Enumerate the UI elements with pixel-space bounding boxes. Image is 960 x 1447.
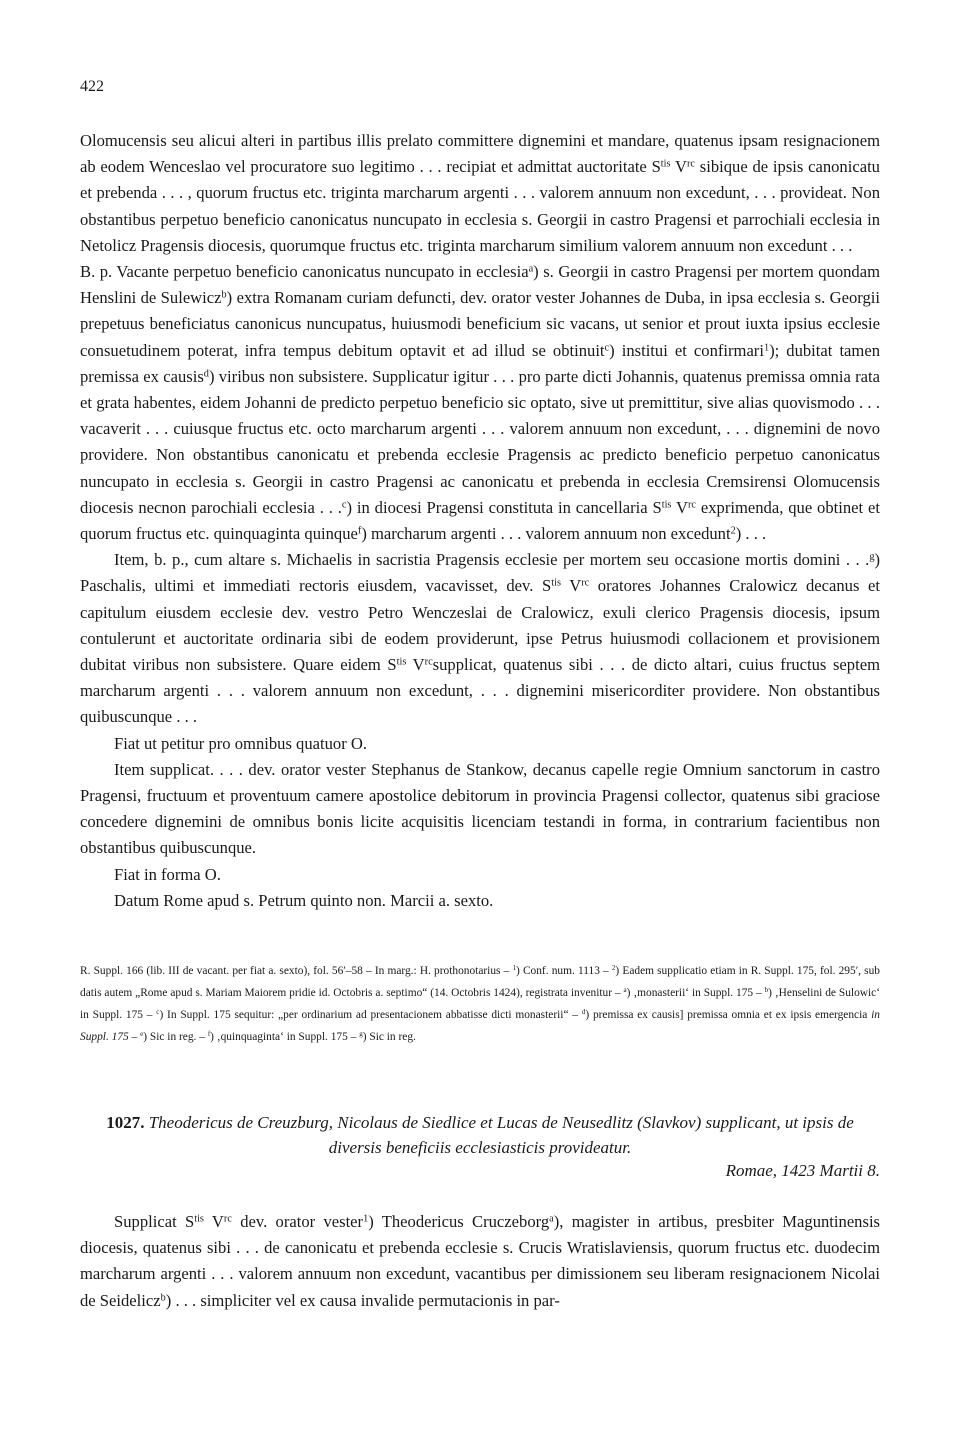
paragraph-datum: Datum Rome apud s. Petrum quinto non. Marcii a. sexto.: [114, 890, 494, 910]
document-date: Romae, 1423 Martii 8.: [725, 1161, 880, 1180]
document-heading: [80, 1110, 880, 1160]
paragraph-item-altare: Item, b. p., cum altare s. Michaelis in sacristia Pragensis ecclesie per mortem seu occasione mortis domini . . .$^g$) Paschalis, ultimi et immediati rectoris eiusdem, vacavisset, dev. $S^{tis}$ $V^{rc}$ oratores Johannes Cralowicz decanus et capitulum eiusdem ecclesie dev. vestro Petro Wenczeslai de Cralowicz, exuli clerico Pragensis diocesis, ipsum contulerunt et auctoritate ordinaria sibi de eodem providerunt, ipse Petrus huiusmodi collacionem et provisionem dubitat viribus non subsistere. Quare eidem $S^{tis}$ $V^{rc}supplicat$, quatenus sibi . . . de dicto altari, cuius fructus septem marcharum argenti . . . valorem annuum non excedunt, . . . dignemini misericorditer providere. Non obstantibus quibuscunque . . .: [80, 550, 880, 727]
document-title: Theodericus de Creuzburg, Nicolaus de Siedlice et Lucas de Neusedlitz (Slavkov) supplicant, ut ipsis de diversis beneficiis ecclesiasticis provideatur.: [148, 1113, 854, 1157]
document-number: 1027.: [106, 1113, 145, 1132]
page-number: 422: [80, 78, 104, 95]
critical-notes: R. Suppl. 166 (lib. III de vacant. per fiat a. sexto), fol. 56′–58 – In marg.: H. prothonotarius – $^1$) Conf. num. 1113 – $^2$) Eadem supplicatio etiam in R. Suppl. 175, fol. 295′, sub datis autem „Rome apud s. Mariam Maiorem pridie id. Octobris a. septimo“ (14. Octobris 1424), registrata invenitur – $^a$) ‚monasterii‘ in Suppl. 175 – $^b$) ‚Henselini de Sulowic‘ in Suppl. 175 – $^c$) In Suppl. 175 sequitur: „per ordinarium ad presentacionem abbatisse dicti monasterii“ – $^d$) premissa ex causis] premissa omnia et ex ipsis emergencia in Suppl. 175 – $^e$) Sic in reg. – $^f$) ‚quinquaginta‘ in Suppl. 175 – $^g$) Sic in reg.: [80, 964, 881, 1043]
paragraph-fiat-2: Fiat in forma O.: [114, 864, 221, 884]
paragraph-fiat-1: Fiat ut petitur pro omnibus quatuor O.: [114, 733, 368, 753]
main-text: [80, 128, 880, 914]
document-body-paragraph: Supplicat $S^{tis}$ $V^{rc}$ dev. orator vester$^1$) Theodericus Cruczeborg$^a$), magister in artibus, presbiter Maguntinensis diocesis, quatenus sibi . . . de canonicatu et prebenda ecclesie s. Crucis Wratislaviensis, quorum fructus etc. duodecim marcharum argenti . . . valorem annuum non excedunt, vacantibus per dimissionem seu liberam resignacionem Nicolai de Seidelicz$^b$) . . . simpliciter vel ex causa invalide permutacionis in par-: [80, 1212, 881, 1310]
document-body: [80, 1209, 880, 1314]
paragraph-continuation: Olomucensis seu alicui alteri in partibus illis prelato committere dignemini et mandare, quatenus ipsam resignacionem ab eodem Wenceslao vel procuratore suo legitimo . . . recipiat et admittat auctoritate $S^{tis}$ $V^{rc}$ sibique de ipsis canonicatu et prebenda . . . , quorum fructus etc. triginta marcharum argenti . . . valorem annuum non excedunt, . . . provideat. Non obstantibus perpetuo beneficio canonicatus nuncupato in ecclesia s. Georgii in castro Pragensi et parrochiali ecclesia in Netolicz Pragensis diocesis, quorumque fructus etc. triginta marcharum similium valorem annuum non excedunt . . .: [80, 131, 880, 255]
paragraph-item-supplicat: Item supplicat. . . . dev. orator vester Stephanus de Stankow, decanus capelle regie Omnium sanctorum in castro Pragensi, fructuum et proventuum camere apostolice debitorum in provincia Pragensi collector, quatenus sibi graciose concedere dignemini de omnibus bonis licite acquisitis licenciam testandi in forma, in contrarium facientibus non obstantibus quibuscunque.: [80, 759, 880, 858]
paragraph-vacante: B. p. Vacante perpetuo beneficio canonicatus nuncupato in ecclesia$^a$) s. Georgii in castro Pragensi per mortem quondam Henslini de Sulewicz$^b$) extra Romanam curiam defuncti, dev. orator vester Johannes de Duba, in ipsa ecclesia s. Georgii prepetuus beneficiatus canonicus nuncupatus, huiusmodi beneficium sic vacans, ut senior et prout iuxta ipsius ecclesie consuetudinem poterat, infra tempus debitum optavit et ad illud se obtinuit$^c$) institui et confirmari$^1$); dubitat tamen premissa ex causis$^d$) viribus non subsistere. Supplicatur igitur . . . pro parte dicti Johannis, quatenus premissa omnia rata et grata habentes, eidem Johanni de predicto perpetuo beneficio sic optato, sive ut premittitur, sive alias quovismodo . . . vacaverit . . . cuiusque fructus etc. octo marcharum argenti . . . valorem annuum non excedunt, . . . dignemini de novo providere. Non obstantibus canonicatu et prebenda ecclesie Pragensis ac predicto beneficio perpetuo canonicatus nuncupato in ecclesia s. Georgii in castro Pragensi ac canonicatu et prebenda in ecclesia Cremsirensi Olomucensis diocesis necnon parochiali ecclesia . . .$^c$) in diocesi Pragensi constituta in cancellaria $S^{tis}$ $V^{rc}$ exprimenda, que obtinet et quorum fructus etc. quinquaginta quinque$^f$) marcharum argenti . . . valorem annuum non excedunt$^2$) . . .: [80, 262, 881, 544]
